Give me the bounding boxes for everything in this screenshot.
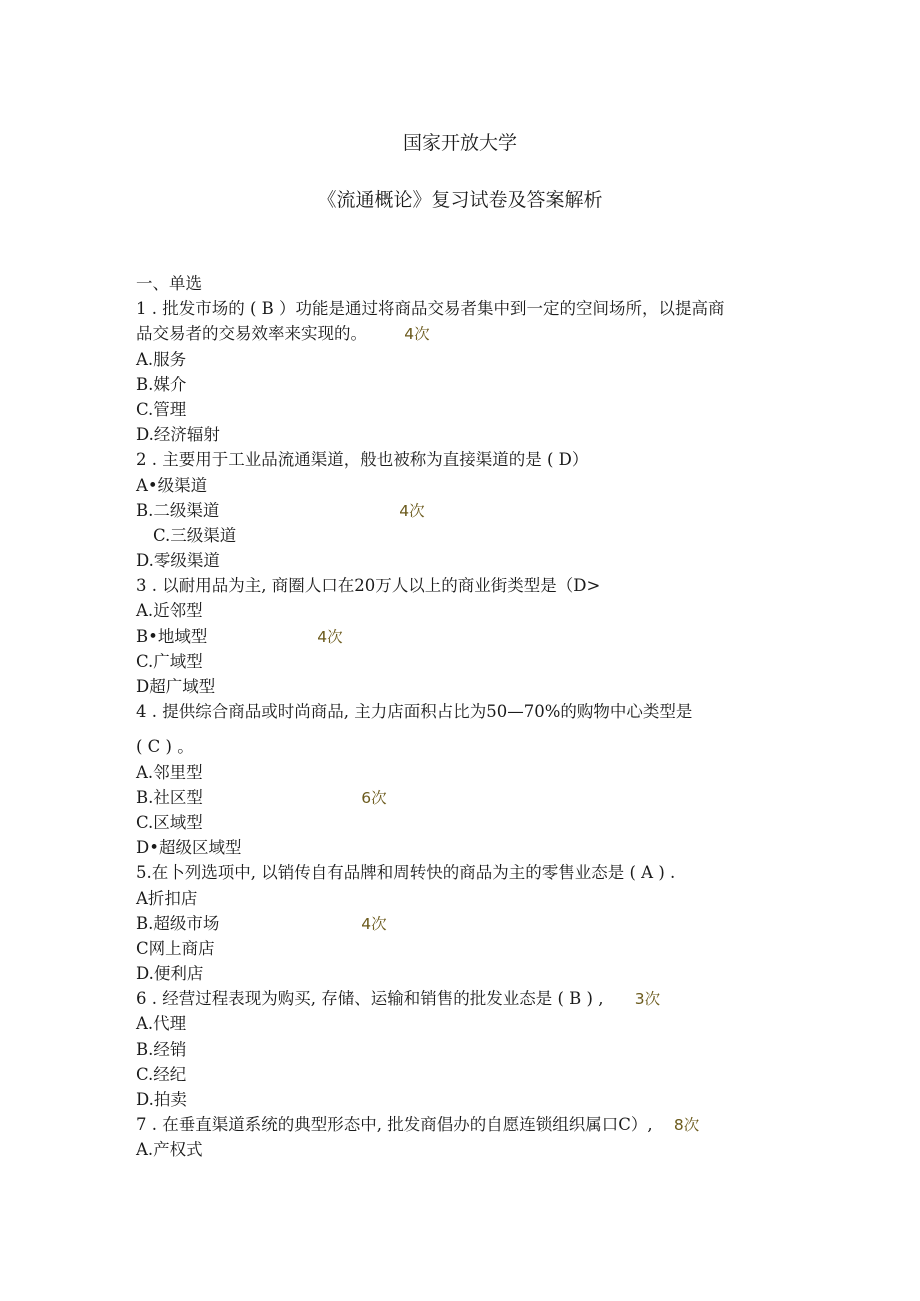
question-1-option-c: C.管理: [136, 399, 187, 419]
question-7-text-row: [136, 1112, 786, 1137]
question-6-text-row: [136, 986, 786, 1011]
question-5-option-b-row: [136, 911, 786, 936]
question-5-option-c: C网上商店: [136, 938, 215, 958]
question-3-text: 3 . 以耐用品为主, 商圈人口在20万人以上的商业街类型是（D>: [136, 576, 601, 596]
question-2-option-a: A•级渠道: [136, 475, 208, 495]
question-7-count: 8次: [673, 1116, 700, 1135]
question-4-text-line-1: 4 . 提供综合商品或时尚商品, 主力店面积占比为50—70%的购物中心类型是: [136, 702, 693, 722]
question-2-option-c: C.三级渠道: [153, 525, 237, 545]
question-3-option-d: D超广域型: [136, 677, 216, 696]
question-6-text: 6 . 经营过程表现为购买, 存储、运输和销售的批发业态是 ( B ) ,: [136, 989, 604, 1009]
document-subtitle: 《流通概论》复习试卷及答案解析: [317, 189, 603, 211]
question-3-option-c: C.广域型: [136, 651, 203, 671]
question-5-count: 4次: [361, 914, 387, 933]
section-heading: 一、单选: [136, 274, 202, 293]
question-1-option-d: D.经济辐射: [136, 425, 220, 445]
question-2-count: 4次: [399, 501, 425, 520]
question-6-option-c: C.经纪: [136, 1064, 187, 1084]
document-title: 国家开放大学: [402, 132, 517, 154]
question-7-text: 7 . 在垂直渠道系统的典型形态中, 批发商倡办的自愿连锁组织属口C）,: [136, 1115, 653, 1135]
question-3-option-b-row: [136, 624, 786, 649]
question-5-option-d: D.便利店: [136, 964, 204, 984]
question-5-option-b: B.超级市场: [136, 913, 220, 933]
question-4-count: 6次: [361, 788, 387, 807]
question-4-text-line-2: ( C ) 。: [136, 737, 194, 757]
question-1-text-line-1: 1 . 批发市场的 ( B ）功能是通过将商品交易者集中到一定的空间场所，以提高商: [136, 299, 725, 319]
question-4-option-d: D•超级区域型: [136, 838, 242, 858]
question-1-option-a: A.服务: [136, 349, 187, 369]
document-body: [136, 271, 786, 1163]
question-5-option-a: A折扣店: [136, 888, 198, 908]
question-1-text-line-2-body: 品交易者的交易效率来实现的。: [136, 324, 367, 344]
question-1-option-b: B.媒介: [136, 374, 187, 394]
question-2-option-b: B.二级渠道: [136, 500, 220, 520]
question-1-text-line-2: [136, 321, 786, 346]
question-7-option-a: A.产权式: [136, 1140, 203, 1160]
question-3-option-b: B•地域型: [136, 626, 208, 646]
question-4-option-a: A.邻里型: [136, 762, 203, 782]
question-3-option-a: A.近邻型: [136, 601, 203, 621]
question-2-text: 2 . 主要用于工业品流通渠道，般也被称为直接渠道的是 ( D）: [136, 450, 589, 470]
question-4-option-b-row: [136, 785, 786, 810]
question-4-option-c: C.区域型: [136, 812, 203, 832]
question-6-option-b: B.经销: [136, 1039, 187, 1059]
question-1-count: 4次: [404, 325, 430, 344]
question-2-option-d: D.零级渠道: [136, 551, 220, 571]
question-3-count: 4次: [317, 627, 343, 646]
question-6-option-d: D.拍卖: [136, 1090, 187, 1109]
question-5-text: 5.在卜列选项中, 以销传自有品牌和周转快的商品为主的零售业态是 ( A ) .: [136, 863, 676, 883]
question-4-option-b: B.社区型: [136, 787, 203, 807]
question-2-option-b-row: [136, 498, 786, 523]
question-6-option-a: A.代理: [136, 1014, 187, 1034]
question-6-count: 3次: [634, 990, 661, 1009]
